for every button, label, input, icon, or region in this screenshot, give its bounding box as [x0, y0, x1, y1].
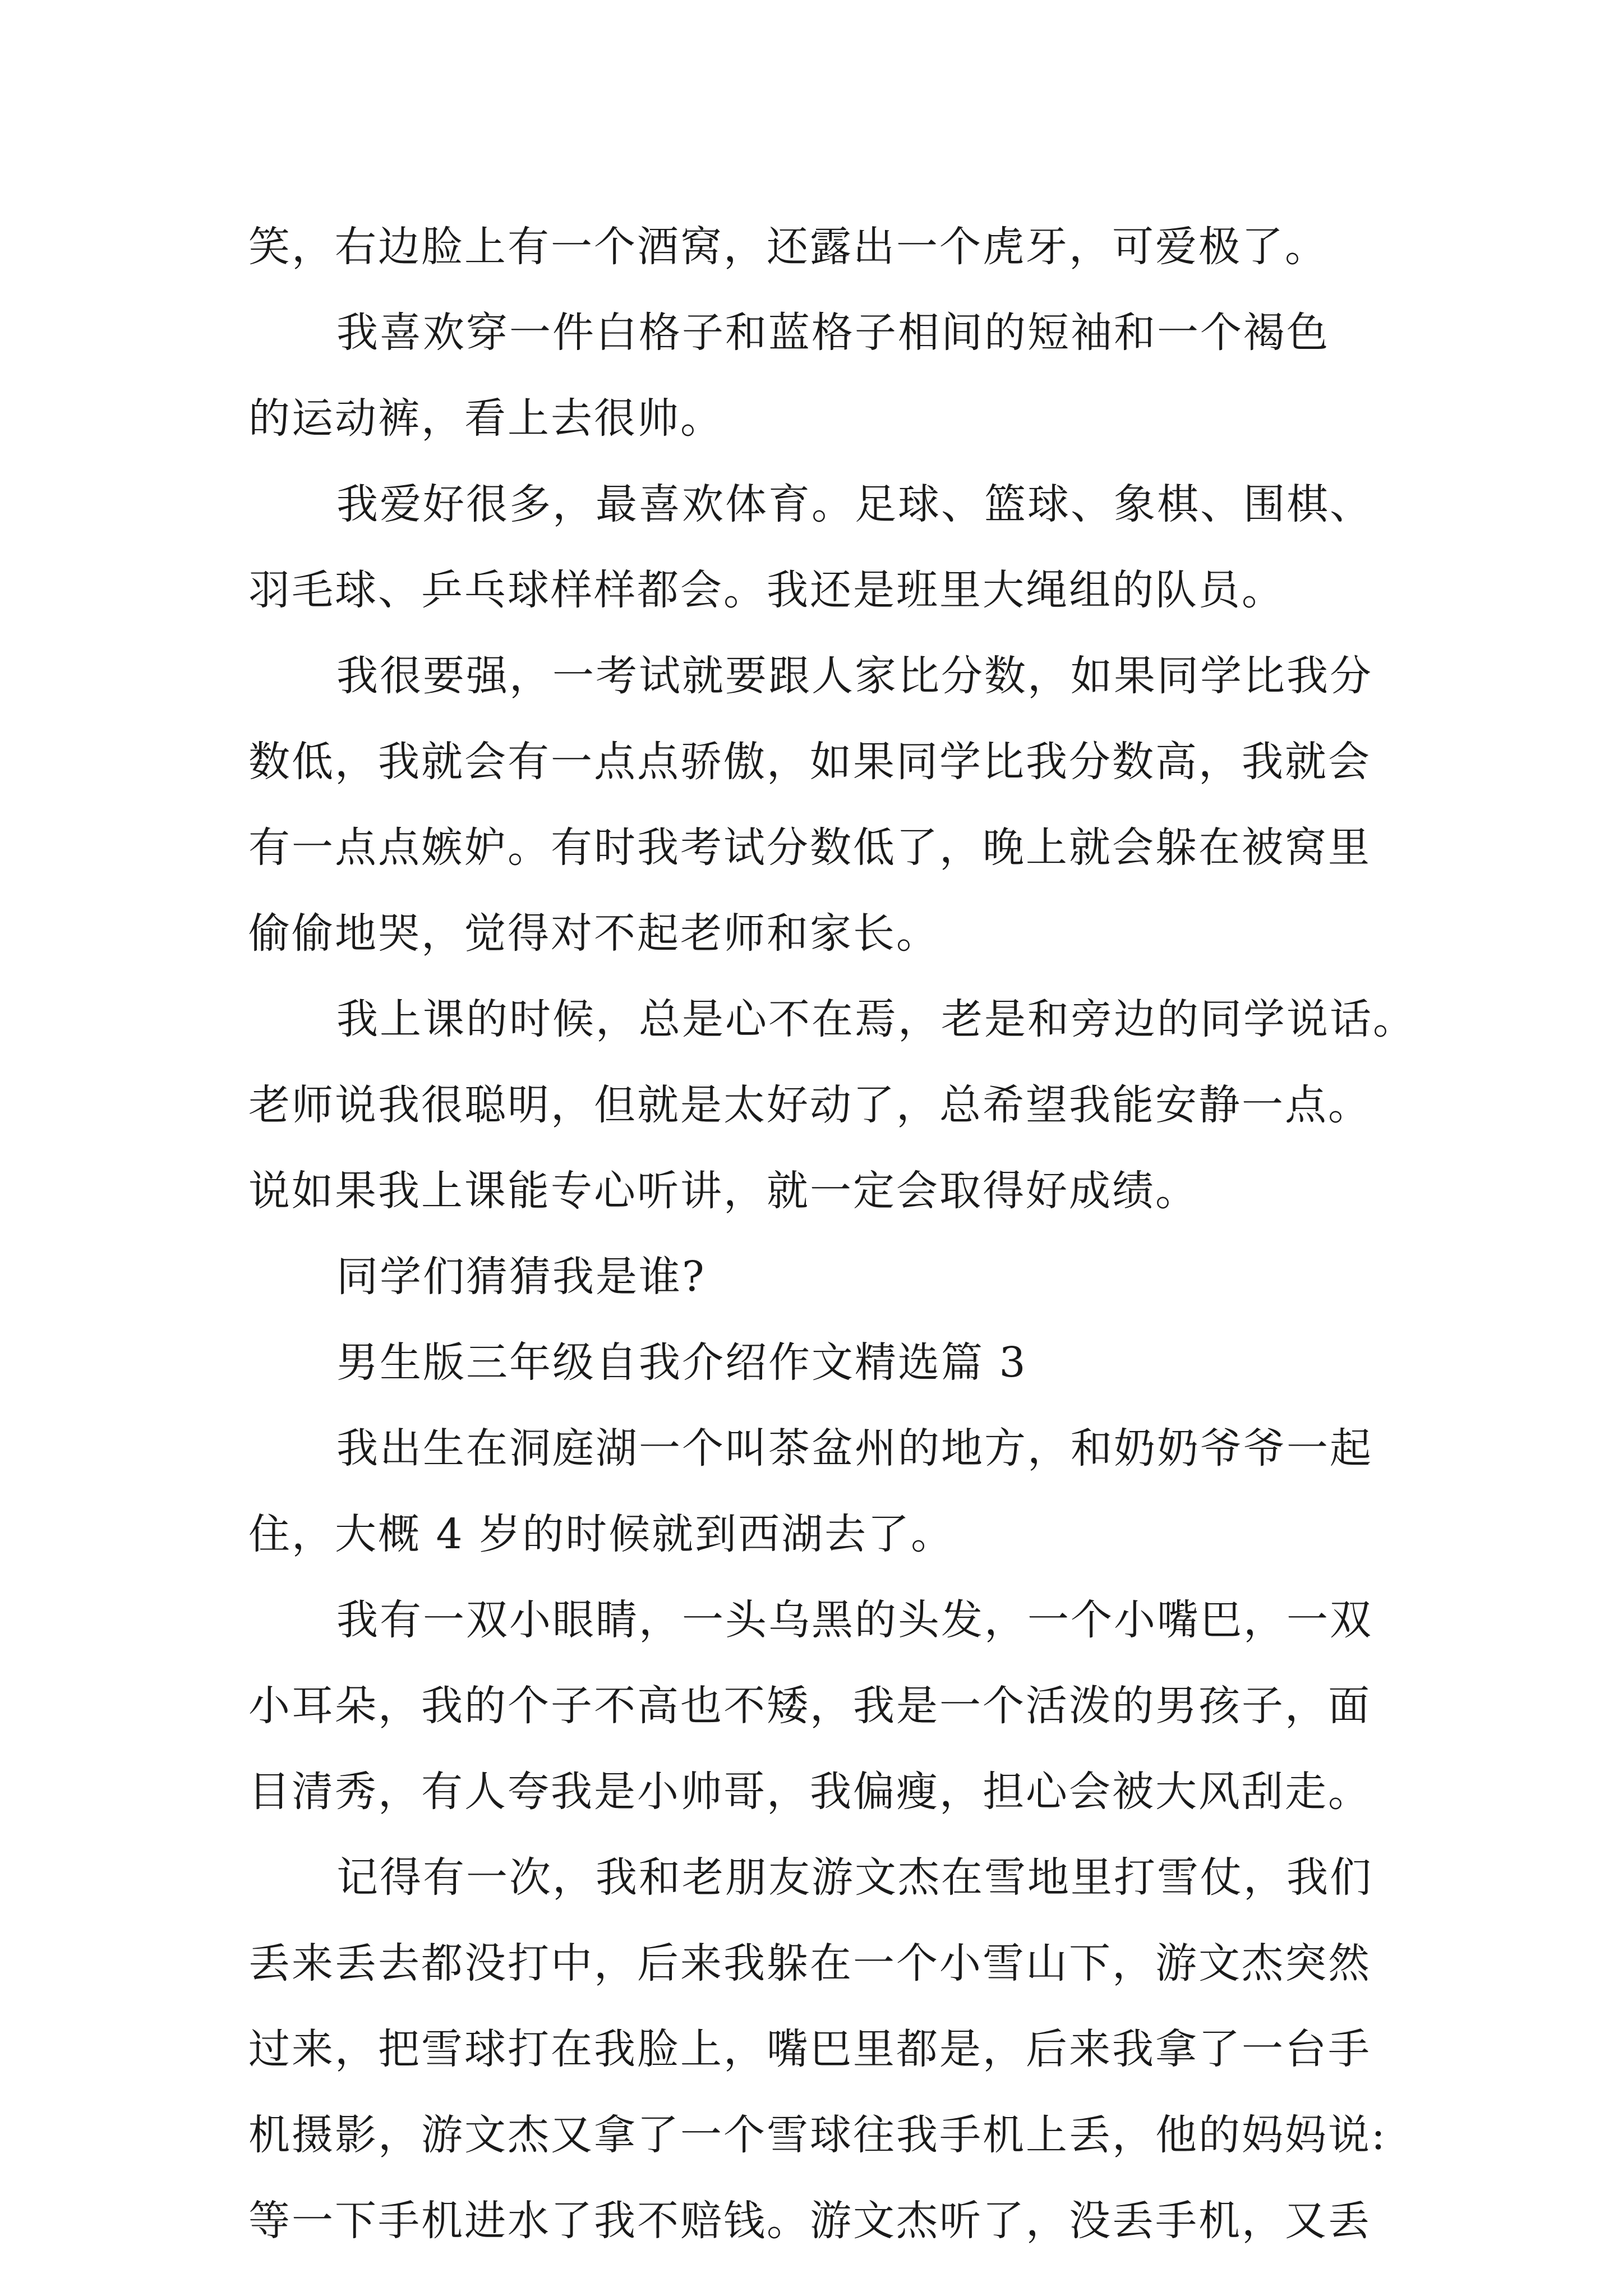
text-line: 笑，右边脸上有一个酒窝，还露出一个虎牙，可爱极了。: [248, 223, 1328, 271]
text-line: 机摄影，游文杰又拿了一个雪球往我手机上丢，他的妈妈说:: [248, 2111, 1387, 2159]
section-heading: 男生版三年级自我介绍作文精选篇 3: [336, 1338, 1027, 1387]
text-line: 偷偷地哭，觉得对不起老师和家长。: [248, 909, 939, 958]
text-line: 说如果我上课能专心听讲，就一定会取得好成绩。: [248, 1167, 1198, 1215]
text-line: 住，大概 4 岁的时候就到西湖去了。: [248, 1510, 955, 1558]
text-line: 等一下手机进水了我不赔钱。游文杰听了，没丢手机，又丢: [248, 2197, 1371, 2245]
text-line: 记得有一次，我和老朋友游文杰在雪地里打雪仗，我们: [336, 1853, 1373, 1902]
text-line: 同学们猜猜我是谁?: [336, 1253, 706, 1301]
text-line: 数低，我就会有一点点骄傲，如果同学比我分数高，我就会: [248, 738, 1371, 786]
text-line: 老师说我很聪明，但就是太好动了，总希望我能安静一点。: [248, 1081, 1371, 1129]
text-line: 我出生在洞庭湖一个叫茶盆州的地方，和奶奶爷爷一起: [336, 1424, 1373, 1473]
text-line: 小耳朵，我的个子不高也不矮，我是一个活泼的男孩子，面: [248, 1682, 1371, 1730]
text-line: 我爱好很多，最喜欢体育。足球、篮球、象棋、围棋、: [336, 480, 1373, 528]
text-line: 的运动裤，看上去很帅。: [248, 394, 723, 443]
text-line: 我喜欢穿一件白格子和蓝格子相间的短袖和一个褐色: [336, 309, 1330, 357]
text-line: 有一点点嫉妒。有时我考试分数低了，晚上就会躲在被窝里: [248, 823, 1371, 872]
text-line: 我很要强，一考试就要跟人家比分数，如果同学比我分: [336, 652, 1373, 700]
text-line: 丢来丢去都没打中，后来我躲在一个小雪山下，游文杰突然: [248, 1939, 1371, 1987]
text-line: 目清秀，有人夸我是小帅哥，我偏瘦，担心会被大风刮走。: [248, 1768, 1371, 1816]
text-line: 我上课的时候，总是心不在焉，老是和旁边的同学说话。: [336, 995, 1416, 1043]
text-line: 我有一双小眼睛，一头乌黑的头发，一个小嘴巴，一双: [336, 1596, 1373, 1644]
text-line: 过来，把雪球打在我脸上，嘴巴里都是，后来我拿了一台手: [248, 2025, 1371, 2073]
text-line: 羽毛球、乒乓球样样都会。我还是班里大绳组的队员。: [248, 566, 1285, 614]
